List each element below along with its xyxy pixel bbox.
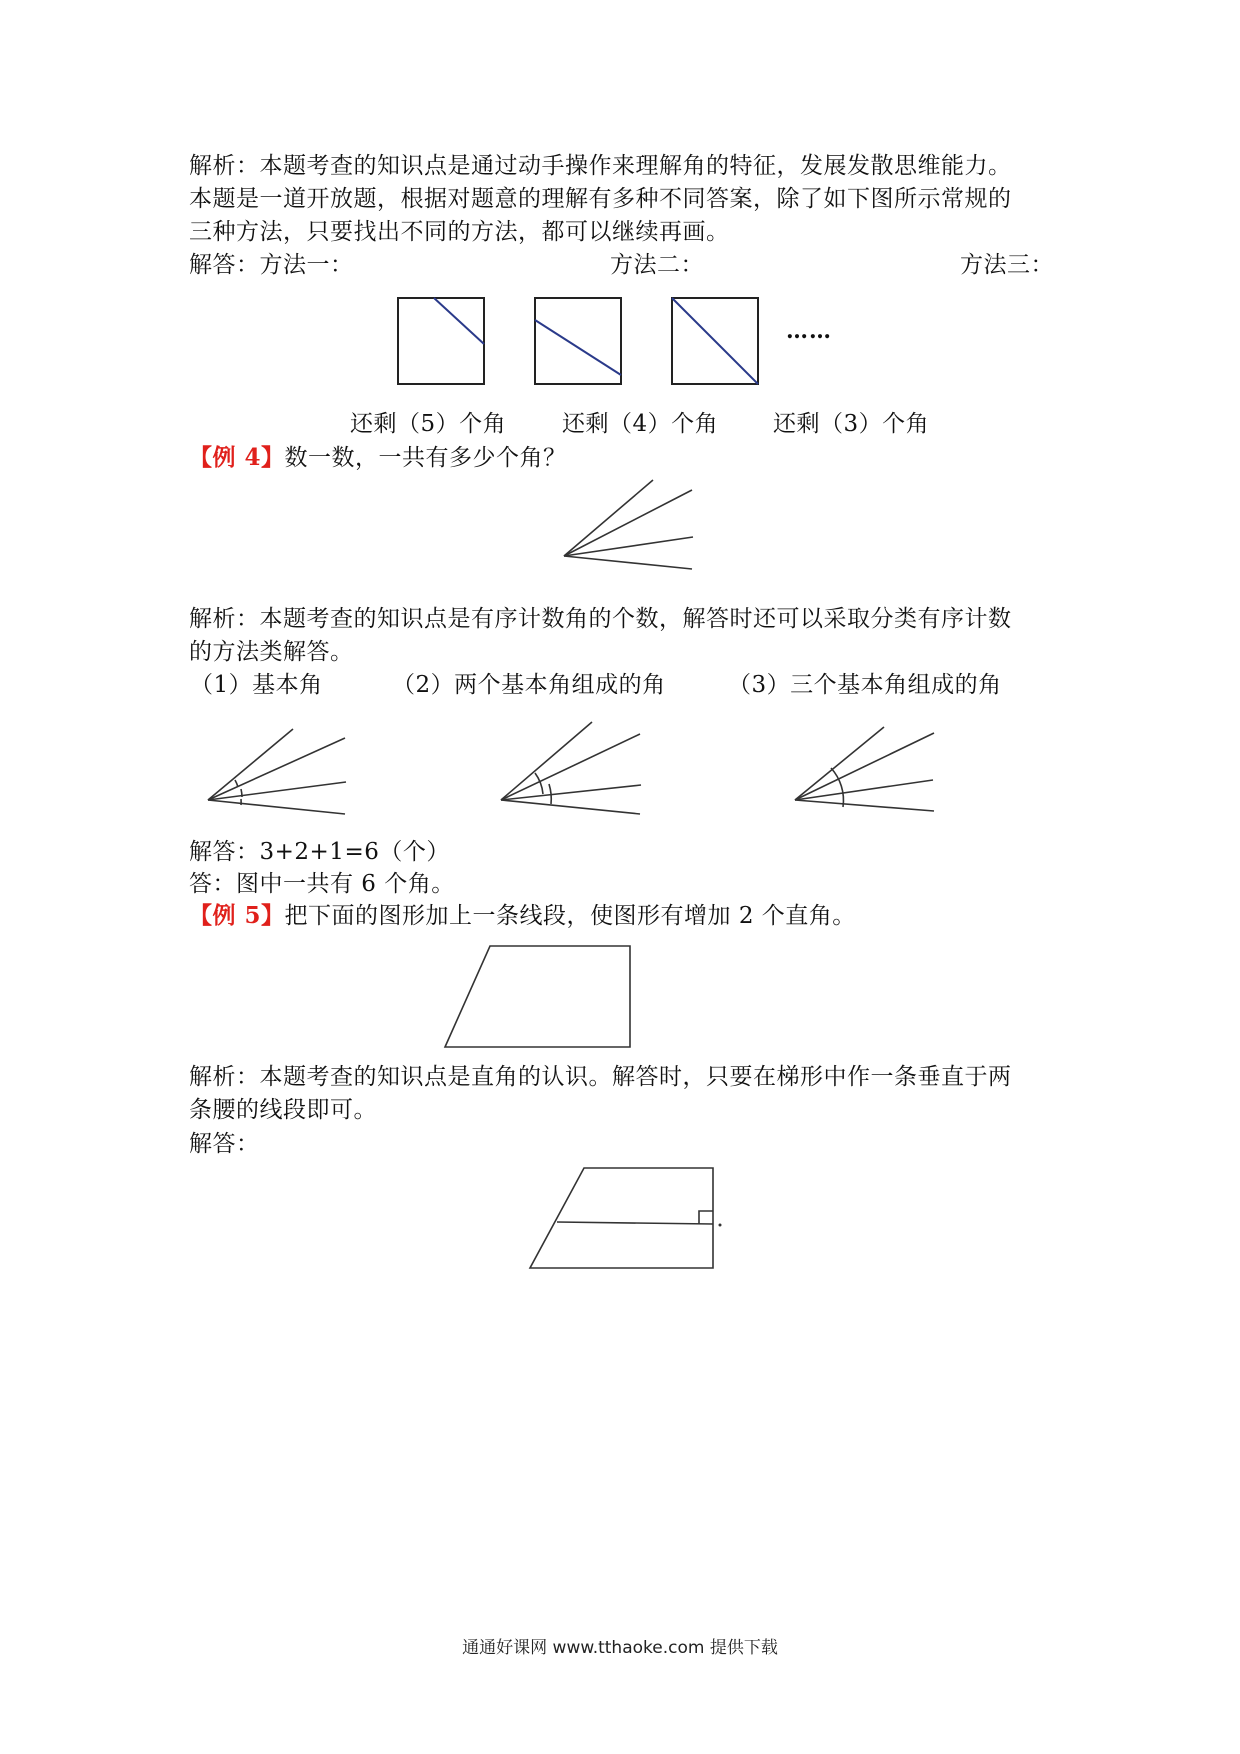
analysis5-line1: 解析：本题考查的知识点是直角的认识。解答时，只要在梯形中作一条垂直于两: [189, 1064, 1012, 1090]
category2-angle-figure: [497, 722, 647, 832]
analysis4-line2: 的方法类解答。: [189, 639, 354, 665]
method-squares-figure: [390, 290, 890, 400]
method2-label: 方法二：: [610, 252, 704, 278]
caption-method1: 还剩（5）个角: [350, 411, 507, 437]
example5-answer-figure: [528, 1165, 728, 1285]
square-method1: [398, 298, 484, 384]
example5-trapezoid-figure: [443, 943, 643, 1063]
diagonal-method2: [535, 320, 621, 375]
example5-heading: [189, 899, 856, 933]
method3-label: 方法三：: [960, 252, 1054, 278]
category1-angle-figure: [205, 727, 355, 837]
category3-label: （3）三个基本角组成的角: [728, 672, 1002, 698]
category1-label: （1）基本角: [190, 672, 323, 698]
ellipsis: ……: [786, 318, 832, 344]
example4-angle-figure: [560, 478, 710, 588]
category2-label: （2）两个基本角组成的角: [392, 672, 666, 698]
analysis4-line1: 解析：本题考查的知识点是有序计数角的个数，解答时还可以采取分类有序计数: [189, 606, 1012, 632]
analysis3-line1: 解析：本题考查的知识点是通过动手操作来理解角的特征，发展发散思维能力。: [189, 153, 1012, 179]
analysis5-answer-label: 解答：: [189, 1131, 260, 1157]
caption-method3: 还剩（3）个角: [773, 411, 930, 437]
example4-tag: 【例 4】: [189, 444, 285, 471]
answer4-conclusion: 答：图中一共有 6 个角。: [189, 871, 455, 897]
analysis3-line2: 本题是一道开放题，根据对题意的理解有多种不同答案，除了如下图所示常规的: [189, 186, 1012, 212]
analysis5-line2: 条腰的线段即可。: [189, 1097, 377, 1123]
category3-angle-figure: [791, 725, 941, 835]
example4-heading: [189, 441, 567, 475]
caption-method2: 还剩（4）个角: [562, 411, 719, 437]
example5-question: 把下面的图形加上一条线段，使图形有增加 2 个直角。: [284, 903, 856, 929]
analysis3-line3: 三种方法，只要找出不同的方法，都可以继续再画。: [189, 219, 730, 245]
answer3-label: 解答：方法一：: [189, 252, 354, 278]
footer-credit: 通通好课网 www.tthaoke.com 提供下载: [462, 1638, 778, 1658]
diagonal-method1: [434, 298, 484, 344]
example5-tag: 【例 5】: [189, 902, 285, 929]
example4-question: 数一数，一共有多少个角？: [284, 445, 567, 471]
diagonal-method3: [672, 298, 758, 384]
answer4-calc: 解答：3+2+1=6（个）: [189, 839, 450, 865]
square-method2: [535, 298, 621, 384]
